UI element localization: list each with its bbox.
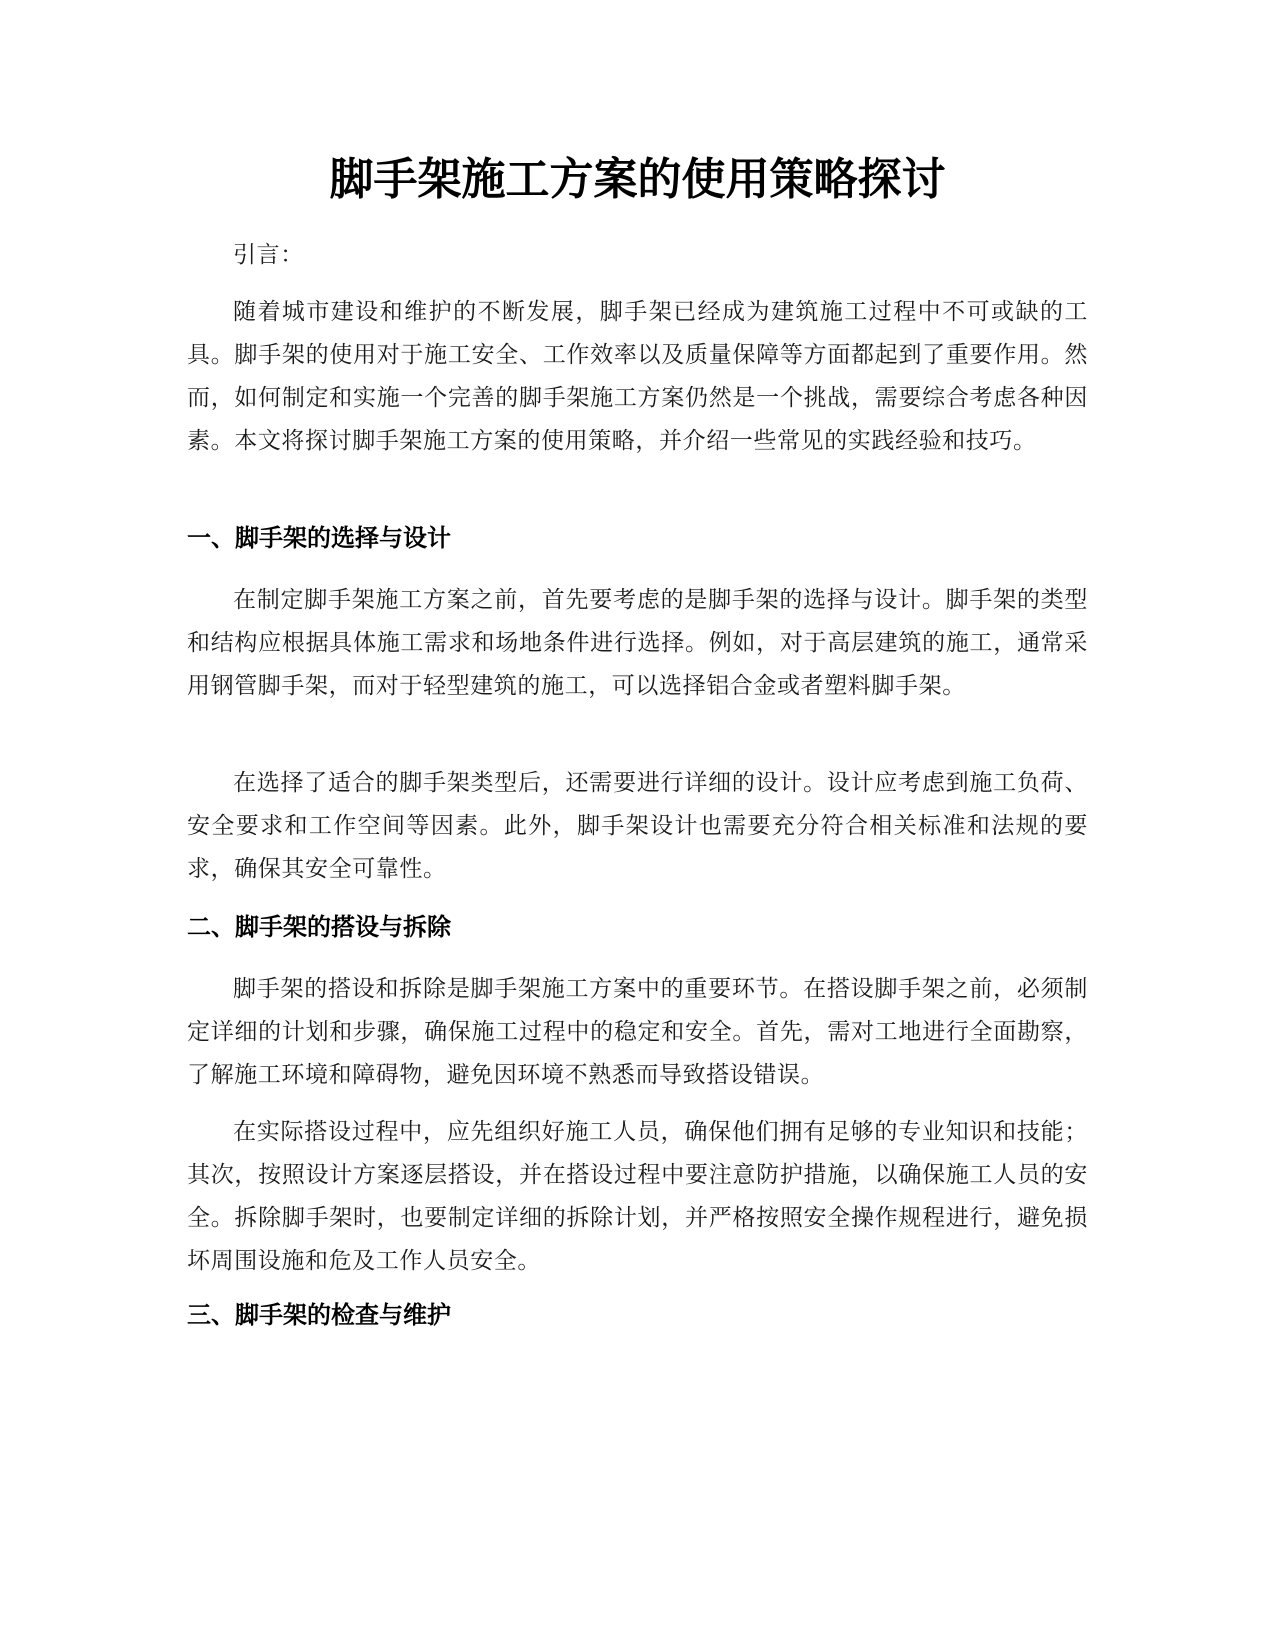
paragraph-erection-2: 在实际搭设过程中，应先组织好施工人员，确保他们拥有足够的专业知识和技能；其次，按照设计方案逐层搭设，并在搭设过程中要注意防护措施，以确保施工人员的安全。拆除脚手架时，也要制定详细的拆除计划，并严格按照安全操作规程进行，避免损坏周围设施和危及工作人员安全。 [187,1119,1088,1274]
intro-paragraph: 随着城市建设和维护的不断发展，脚手架已经成为建筑施工过程中不可或缺的工具。脚手架的使用对于施工安全、工作效率以及质量保障等方面都起到了重要作用。然而，如何制定和实施一个完善的脚手架施工方案仍然是一个挑战，需要综合考虑各种因素。本文将探讨脚手架施工方案的使用策略，并介绍一些常见的实践经验和技巧。 [187,299,1088,454]
page-title: 脚手架施工方案的使用策略探讨 [329,154,946,205]
paragraph-selection-1: 在制定脚手架施工方案之前，首先要考虑的是脚手架的选择与设计。脚手架的类型和结构应根据具体施工需求和场地条件进行选择。例如，对于高层建筑的施工，通常采用钢管脚手架，而对于轻型建筑的施工，可以选择铝合金或者塑料脚手架。 [187,587,1088,699]
section-heading-erection-removal: 二、脚手架的搭设与拆除 [187,913,451,941]
section-heading-selection-design: 一、脚手架的选择与设计 [187,524,451,552]
paragraph-erection-1: 脚手架的搭设和拆除是脚手架施工方案中的重要环节。在搭设脚手架之前，必须制定详细的计划和步骤，确保施工过程中的稳定和安全。首先，需对工地进行全面勘察，了解施工环境和障碍物，避免因环境不熟悉而导致搭设错误。 [187,976,1088,1088]
paragraph-selection-2: 在选择了适合的脚手架类型后，还需要进行详细的设计。设计应考虑到施工负荷、安全要求和工作空间等因素。此外，脚手架设计也需要充分符合相关标准和法规的要求，确保其安全可靠性。 [187,770,1088,882]
section-heading-inspection-maintenance: 三、脚手架的检查与维护 [187,1301,451,1329]
intro-label: 引言： [233,242,304,268]
